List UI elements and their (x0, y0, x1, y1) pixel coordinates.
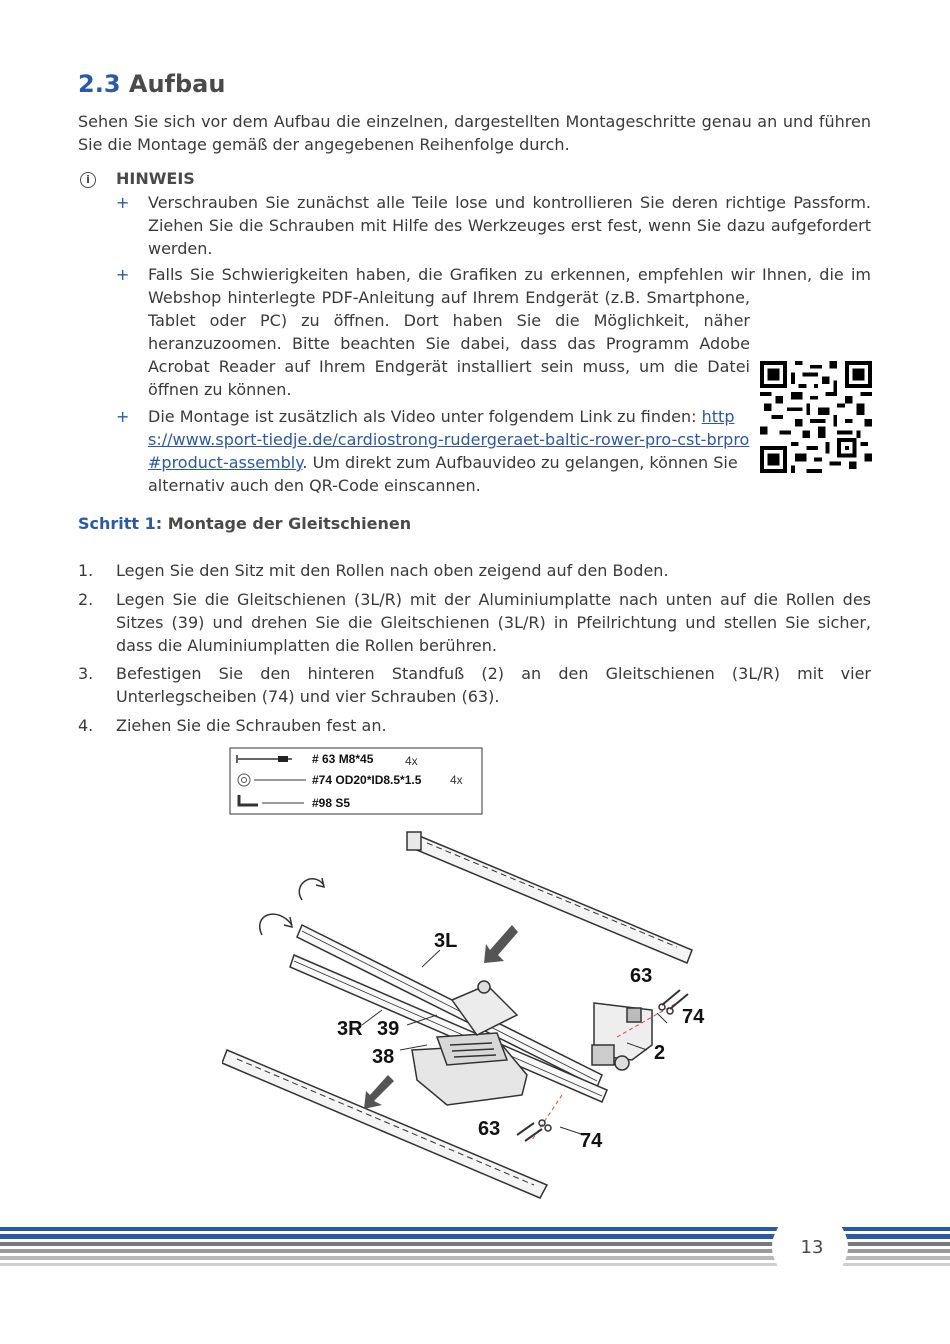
step-text: Befestigen Sie den hinteren Standfuß (2) an den Gleitschienen (3L/R) mit vier Unterlegscheiben (74) und vier Schrauben (63). (116, 664, 871, 706)
plus-icon: + (116, 193, 130, 212)
callout-38: 38 (372, 1046, 395, 1068)
step-number: 4. (78, 716, 94, 735)
callout-74-bottom: 74 (580, 1130, 603, 1152)
step-title (78, 514, 411, 533)
parts-box (230, 748, 482, 814)
section-number: 2.3 (78, 70, 121, 98)
step-number: 2. (78, 590, 94, 609)
hinweis-bullet-2: Webshop hinterlegte PDF-Anleitung auf Ihrem Endgerät (z.B. Smartphone, Tablet oder PC) zu öffnen. Dort haben Sie die Möglichkeit, näher heranzuzoomen. Bitte beachten Sie dabei, dass das Programm Adobe Acrobat Reader auf Ihrem Endgerät installiert sein muss, um die Datei öffnen zu können. (148, 288, 750, 399)
callout-2: 2 (654, 1042, 666, 1064)
part-74-label: #74 OD20*ID8.5*1.5 (312, 773, 422, 787)
plus-icon: + (116, 265, 130, 284)
hinweis-bullet-1: Verschrauben Sie zunächst alle Teile lose und kontrollieren Sie deren richtige Passform. Ziehen Sie die Schrauben mit Hilfe des Werkzeuges erst fest, wenn Sie dazu aufgefordert werden. (148, 193, 871, 258)
part-98-label: #98 S5 (312, 796, 351, 810)
hinweis-title: HINWEIS (116, 169, 195, 188)
qr-code (760, 361, 872, 473)
step-heading: Montage der Gleitschienen (167, 514, 412, 533)
hinweis-bullet-2-line1: Falls Sie Schwierigkeiten haben, die Grafiken zu erkennen, empfehlen wir Ihnen, die im (148, 265, 871, 284)
callout-39: 39 (377, 1018, 400, 1040)
hinweis-bullet-3 (148, 405, 750, 497)
rail-drawing (222, 832, 692, 1198)
callout-3L: 3L (434, 930, 458, 952)
bullet-3-pre: Die Montage ist zusätzlich als Video unter folgendem Link zu finden: (148, 407, 702, 426)
bullet-3-post: . Um direkt zum Aufbauvideo zu gelangen, können Sie alternativ auch den QR-Code einscannen. (148, 453, 738, 495)
step-text: Legen Sie den Sitz mit den Rollen nach oben zeigend auf den Boden. (116, 561, 669, 580)
plus-icon: + (116, 407, 130, 426)
section-heading: Aufbau (128, 70, 226, 98)
page-number: 13 (800, 1237, 824, 1258)
part-74-qty: 4x (450, 773, 463, 787)
step-text: Legen Sie die Gleitschienen (3L/R) mit der Aluminiumplatte nach unten auf die Rollen des Sitzes (39) und drehen Sie die Gleitschienen (3L/R) in Pfeilrichtung und stellen Sie sicher, dass die Aluminiumplatten die Rollen berühren. (116, 590, 871, 655)
callout-63-bottom: 63 (478, 1118, 501, 1140)
direction-arrow-icon (484, 925, 518, 963)
part-63-qty: 4x (405, 754, 418, 768)
step-number: 1. (78, 561, 94, 580)
part-63-label: # 63 M8*45 (312, 752, 374, 766)
info-icon: i (80, 172, 96, 188)
assembly-diagram (222, 745, 722, 1205)
step-label: Schritt 1: (78, 514, 163, 533)
step-text: Ziehen Sie die Schrauben fest an. (116, 716, 387, 735)
assembly-video-link[interactable]: https://www.sport-tiedje.de/cardiostrong-rudergeraet-baltic-rower-pro-cst-brpro#product-assembly (148, 407, 750, 472)
callout-63-top: 63 (630, 965, 653, 987)
callout-3R: 3R (337, 1018, 363, 1040)
direction-arrow-icon (364, 1075, 394, 1109)
intro-paragraph: Sehen Sie sich vor dem Aufbau die einzelnen, dargestellten Montageschritte genau an und führen Sie die Montage gemäß der angegebenen Reihenfolge durch. (78, 112, 871, 154)
section-title (78, 70, 225, 98)
step-number: 3. (78, 664, 94, 683)
callout-74-top: 74 (682, 1006, 705, 1028)
